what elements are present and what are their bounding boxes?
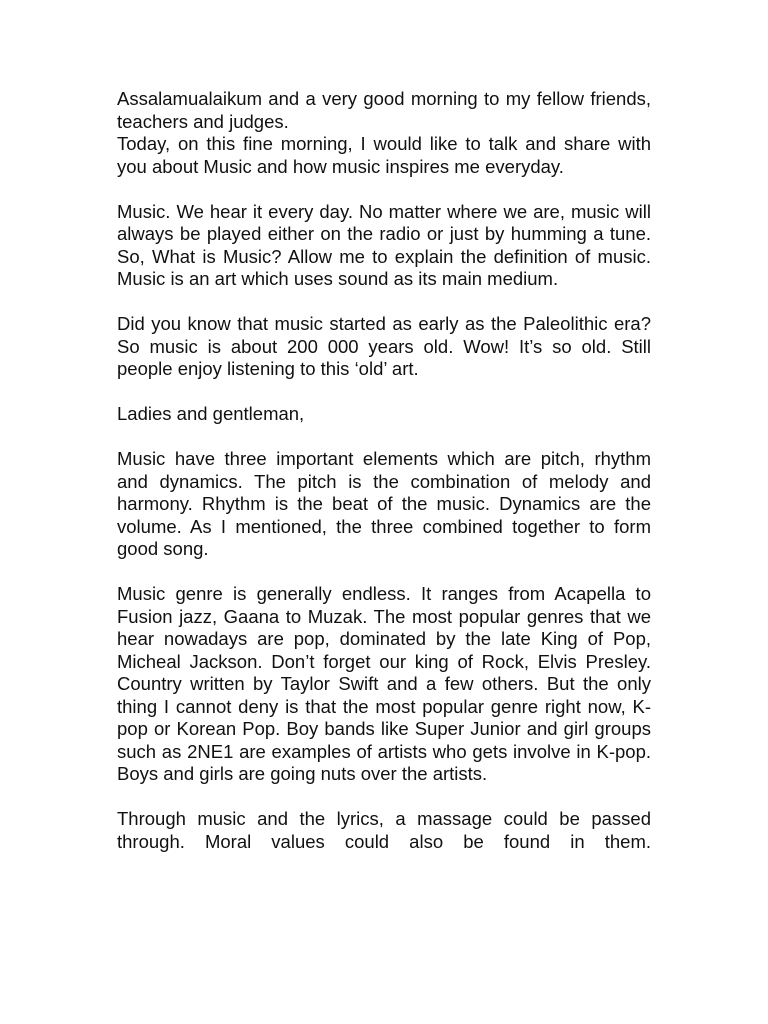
introduction-paragraph: Today, on this fine morning, I would like to talk and share with you about Music and how music inspires me everyday. <box>117 133 651 177</box>
address-paragraph: Ladies and gentleman, <box>117 403 305 424</box>
music-definition-paragraph: Music. We hear it every day. No matter where we are, music will always be played either on the radio or just by humming a tune. So, What is Music? Allow me to explain the definition of music. Music is an art which uses sound as its main medium. <box>117 200 651 289</box>
music-elements-paragraph: Music have three important elements which are pitch, rhythm and dynamics. The pitch is the combination of melody and harmony. Rhythm is the beat of the music. Dynamics are the volume. As I mentioned, the three combined together to form good song. <box>117 448 651 559</box>
music-history-paragraph: Did you know that music started as early as the Paleolithic era? So music is about 200 000 years old. Wow! It’s so old. Still people enjoy listening to this ‘old’ art. <box>117 313 651 379</box>
music-values-paragraph: Through music and the lyrics, a massage could be passed through. Moral values could also be found in them. <box>117 808 651 852</box>
music-genres-paragraph: Music genre is generally endless. It ranges from Acapella to Fusion jazz, Gaana to Muzak. The most popular genres that we hear nowadays are pop, dominated by the late King of Pop, Micheal Jackson. Don’t forget our king of Rock, Elvis Presley. Country written by Taylor Swift and a few others. But the only thing I cannot deny is that the most popular genre right now, K-pop or Korean Pop. Boy bands like Super Junior and girl groups such as 2NE1 are examples of artists who gets involve in K-pop. Boys and girls are going nuts over the artists. <box>117 583 651 784</box>
document-page <box>117 88 651 853</box>
greeting-paragraph: Assalamualaikum and a very good morning to my fellow friends, teachers and judges. <box>117 88 651 132</box>
